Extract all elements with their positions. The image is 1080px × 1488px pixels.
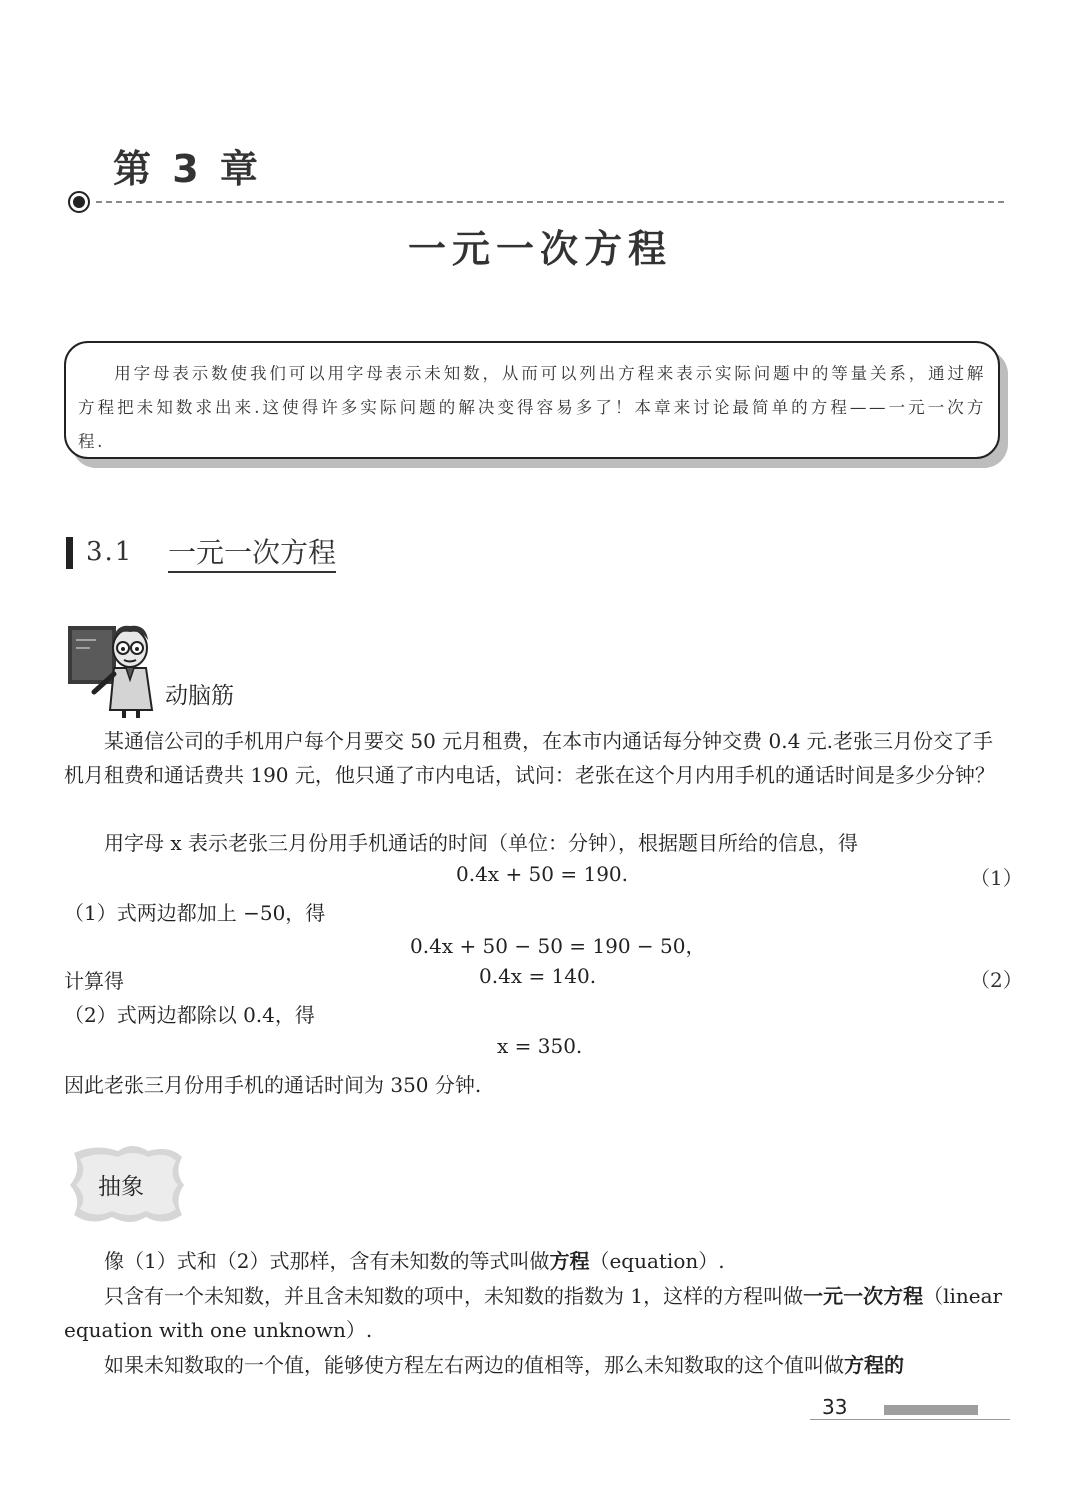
section-title: 一元一次方程 — [168, 535, 336, 573]
term-linear-equation: 一元一次方程 — [803, 1284, 924, 1308]
equation-1b: 0.4x + 50 − 50 = 190 − 50， — [410, 934, 706, 958]
equation-1: 0.4x + 50 = 190. — [456, 862, 629, 886]
think-label: 动脑筋 — [165, 683, 234, 709]
equation-1-number: （1） — [970, 866, 1023, 890]
chapter-divider — [96, 201, 1004, 203]
definition-equation-pre: 像（1）式和（2）式那样，含有未知数的等式叫做 — [104, 1249, 550, 1273]
intro-box — [64, 341, 1000, 459]
footer-rule — [810, 1419, 1010, 1420]
section-marker — [66, 537, 73, 569]
definition-linear-pre: 只含有一个未知数，并且含未知数的项中，未知数的指数为 1，这样的方程叫做 — [104, 1284, 804, 1308]
teacher-icon — [66, 618, 176, 718]
definition-equation — [64, 1244, 1010, 1278]
page-number: 33 — [822, 1395, 848, 1419]
calc-label: 计算得 — [64, 969, 124, 993]
intro-text: 用字母表示数使我们可以用字母表示未知数，从而可以列出方程来表示实际问题中的等量关系，通过解方程把未知数求出来.这使得许多实际问题的解决变得容易多了！本章来讨论最简单的方程——一元一次方程. — [78, 364, 986, 451]
term-solution: 方程的 — [844, 1353, 904, 1377]
equation-2: 0.4x = 140. — [479, 964, 597, 988]
equation-3: x = 350. — [497, 1034, 583, 1058]
abstract-label: 抽象 — [98, 1174, 144, 1200]
chapter-label: 第 3 章 — [113, 147, 262, 191]
problem-text: 某通信公司的手机用户每个月要交 50 元月租费，在本市内通话每分钟交费 0.4 元.老张三月份交了手机月租费和通话费共 190 元，他只通了市内电话，试问：老张在这个月内用手机的通话时间是多少分钟？ — [64, 729, 995, 787]
step-2-text: （2）式两边都除以 0.4，得 — [64, 1003, 315, 1027]
section-number: 3.1 — [86, 537, 134, 567]
conclusion-text: 因此老张三月份用手机的通话时间为 350 分钟. — [64, 1073, 482, 1097]
term-equation: 方程 — [549, 1249, 590, 1273]
footer-bar — [884, 1405, 978, 1415]
step-1-text: （1）式两边都加上 −50，得 — [64, 901, 326, 925]
chapter-title: 一元一次方程 — [407, 226, 672, 271]
setup-text: 用字母 x 表示老张三月份用手机通话的时间（单位：分钟），根据题目所给的信息，得 — [104, 831, 858, 855]
definition-linear-post: （linear equation with one unknown）. — [64, 1284, 1003, 1342]
definition-solution — [64, 1348, 1010, 1382]
definition-equation-post: （equation）. — [589, 1249, 725, 1273]
equation-2-number: （2） — [970, 968, 1023, 992]
chapter-bullet-icon — [68, 191, 90, 213]
definition-linear-equation — [64, 1279, 1010, 1347]
definition-solution-pre: 如果未知数取的一个值，能够使方程左右两边的值相等，那么未知数取的这个值叫做 — [104, 1353, 844, 1377]
